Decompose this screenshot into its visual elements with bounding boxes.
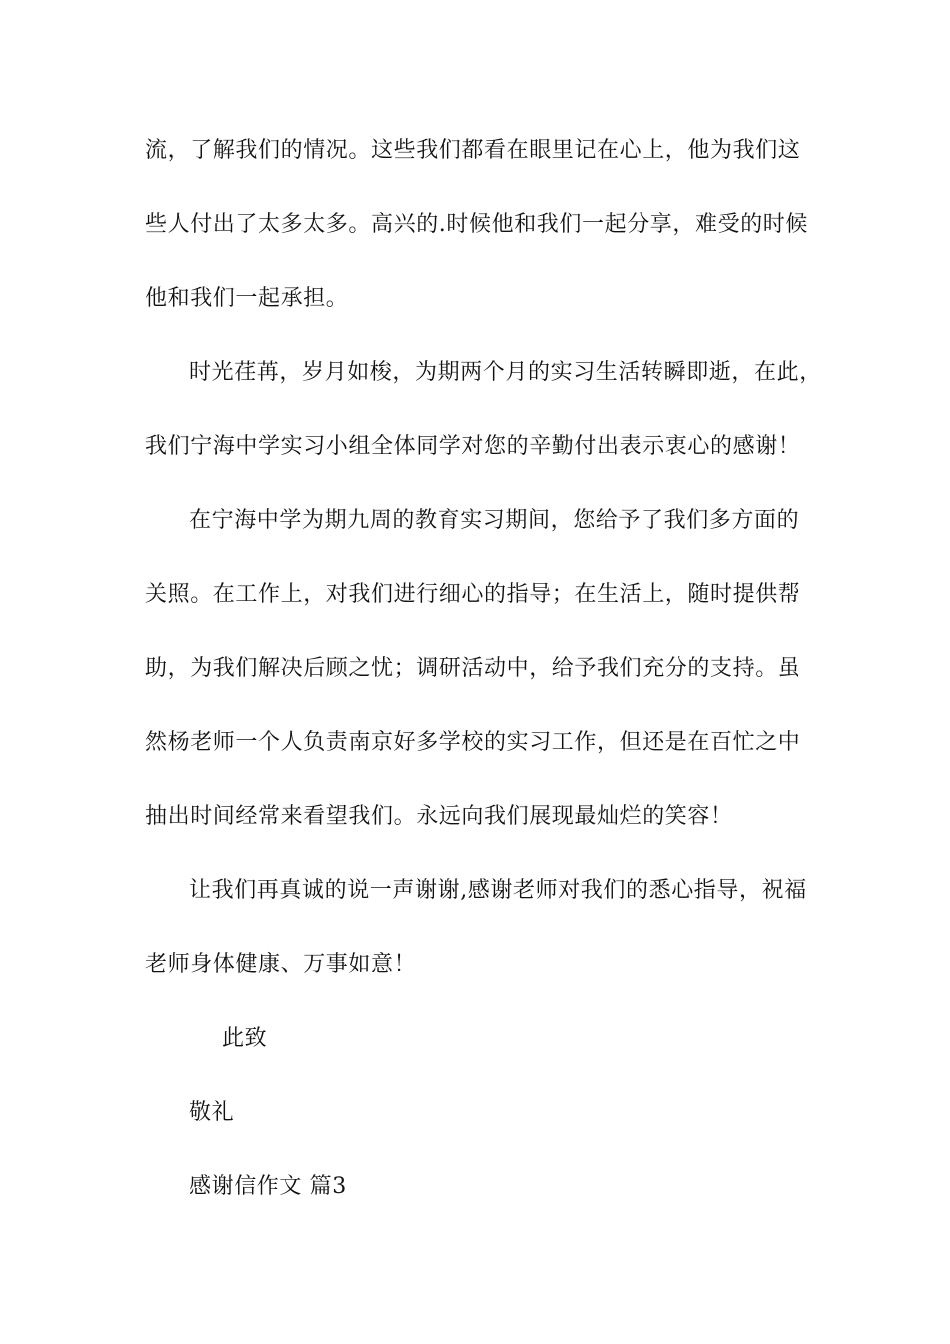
- paragraph-line: 老师身体健康、万事如意！: [145, 952, 417, 977]
- paragraph-line: 关照。在工作上，对我们进行细心的指导；在生活上，随时提供帮: [145, 582, 801, 607]
- paragraph-line: 流，了解我们的情况。这些我们都看在眼里记在心上，他为我们这: [145, 138, 801, 163]
- paragraph-line: 助，为我们解决后顾之忧；调研活动中，给予我们充分的支持。虽: [145, 656, 801, 681]
- closing-salutation: 此致: [222, 1026, 268, 1051]
- paragraph-line: 然杨老师一个人负责南京好多学校的实习工作，但还是在百忙之中: [145, 730, 801, 755]
- paragraph-line: 我们宁海中学实习小组全体同学对您的辛勤付出表示衷心的感谢！: [145, 434, 801, 459]
- section-heading: 感谢信作文 篇3: [189, 1174, 347, 1199]
- paragraph-line: 在宁海中学为期九周的教育实习期间，您给予了我们多方面的: [189, 508, 800, 533]
- paragraph-line: 抽出时间经常来看望我们。永远向我们展现最灿烂的笑容！: [145, 804, 733, 829]
- paragraph-line: 时光荏苒，岁月如梭，为期两个月的实习生活转瞬即逝，在此，: [189, 360, 822, 385]
- closing-regards: 敬礼: [189, 1100, 235, 1125]
- paragraph-line: 让我们再真诚的说一声谢谢,感谢老师对我们的悉心指导，祝福: [189, 878, 807, 903]
- paragraph-line: 他和我们一起承担。: [145, 286, 349, 311]
- paragraph-line: 些人付出了太多太多。高兴的.时候他和我们一起分享，难受的时候: [145, 212, 808, 237]
